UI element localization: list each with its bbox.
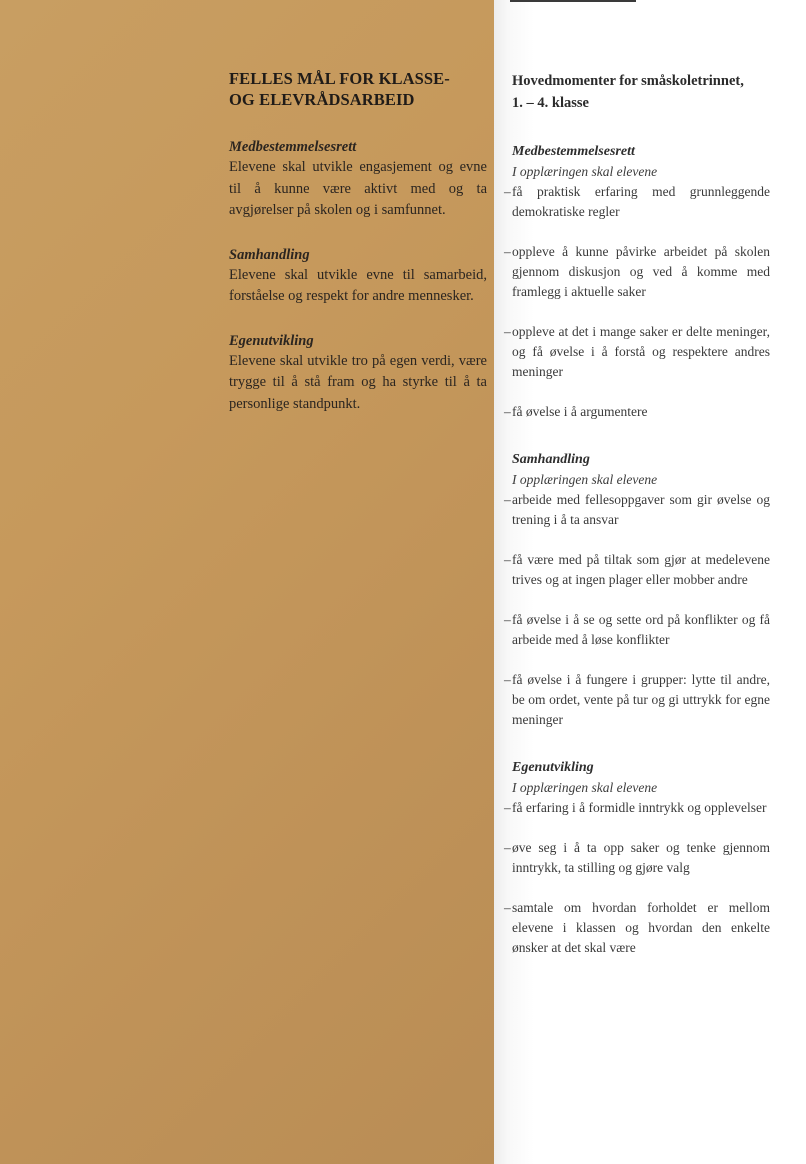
section-subheading: I opplæringen skal elevene [512,780,658,795]
list-item: – få erfaring i å formidle inntrykk og opplevelser [504,800,767,815]
section-heading: Medbestemmelsesrett [512,144,635,159]
list-item: – oppleve at det i mange saker er delte meninger, og få øvelse i å forstå og respektere andres meninger [504,324,770,379]
list-item: – få øvelse i å fungere i grupper: lytte til andre, be om ordet, vente på tur og gi uttrykk for egne meninger [504,672,770,727]
right-title-line2: 1. – 4. klasse [512,95,589,111]
right-title [512,70,770,114]
left-section-samhandling [229,246,487,308]
list-item: – få øvelse i å argumentere [504,404,648,419]
section-text: Elevene skal utvikle tro på egen verdi, være trygge til å stå fram og ha styrke til å ta personlige standpunkt. [229,352,487,412]
right-section-medbestemmelsesrett [504,142,770,422]
section-subheading: I opplæringen skal elevene [512,164,658,179]
list-item: – oppleve å kunne påvirke arbeidet på skolen gjennom diskusjon og ved å komme med framlegg i aktuelle saker [504,244,770,299]
section-heading: Samhandling [512,452,590,467]
section-heading: Medbestemmelsesrett [229,139,357,155]
top-rule [510,0,636,2]
list-item: – få øvelse i å se og sette ord på konflikter og få arbeide med å løse konflikter [504,612,770,647]
right-title-line1: Hovedmomenter for småskoletrinnet, [512,73,744,89]
list-item: – øve seg i å ta opp saker og tenke gjennom inntrykk, ta stilling og gjøre valg [504,840,770,875]
section-subheading: I opplæringen skal elevene [512,472,658,487]
list-item: – få praktisk erfaring med grunnleggende demokratiske regler [504,184,770,219]
page-title [229,68,487,110]
list-item: – arbeide med fellesoppgaver som gir øvelse og trening i å ta ansvar [504,492,770,527]
left-column [229,68,487,415]
section-heading: Egenutvikling [512,760,594,775]
section-text: Elevene skal utvikle evne til samarbeid, forståelse og respekt for andre mennesker. [229,266,487,304]
left-section-medbestemmelsesrett [229,138,487,222]
section-heading: Egenutvikling [229,332,314,349]
section-text: Elevene skal utvikle engasjement og evne til å kunne være aktivt med og ta avgjørelser på skolen og i samfunnet. [229,159,487,218]
right-section-samhandling [504,450,770,730]
right-column [504,70,770,958]
list-item: – få være med på tiltak som gjør at medelevene trives og at ingen plager eller mobber andre [504,552,770,587]
left-section-egenutvikling [229,332,487,416]
list-item: – samtale om hvordan forholdet er mellom elevene i klassen og hvordan den enkelte ønsker at det skal være [504,900,770,955]
right-section-egenutvikling [504,758,770,958]
page-title-line1: FELLES MÅL FOR KLASSE- [229,69,450,88]
section-heading: Samhandling [229,246,310,263]
page-title-line2: OG ELEVRÅDSARBEID [229,90,415,109]
